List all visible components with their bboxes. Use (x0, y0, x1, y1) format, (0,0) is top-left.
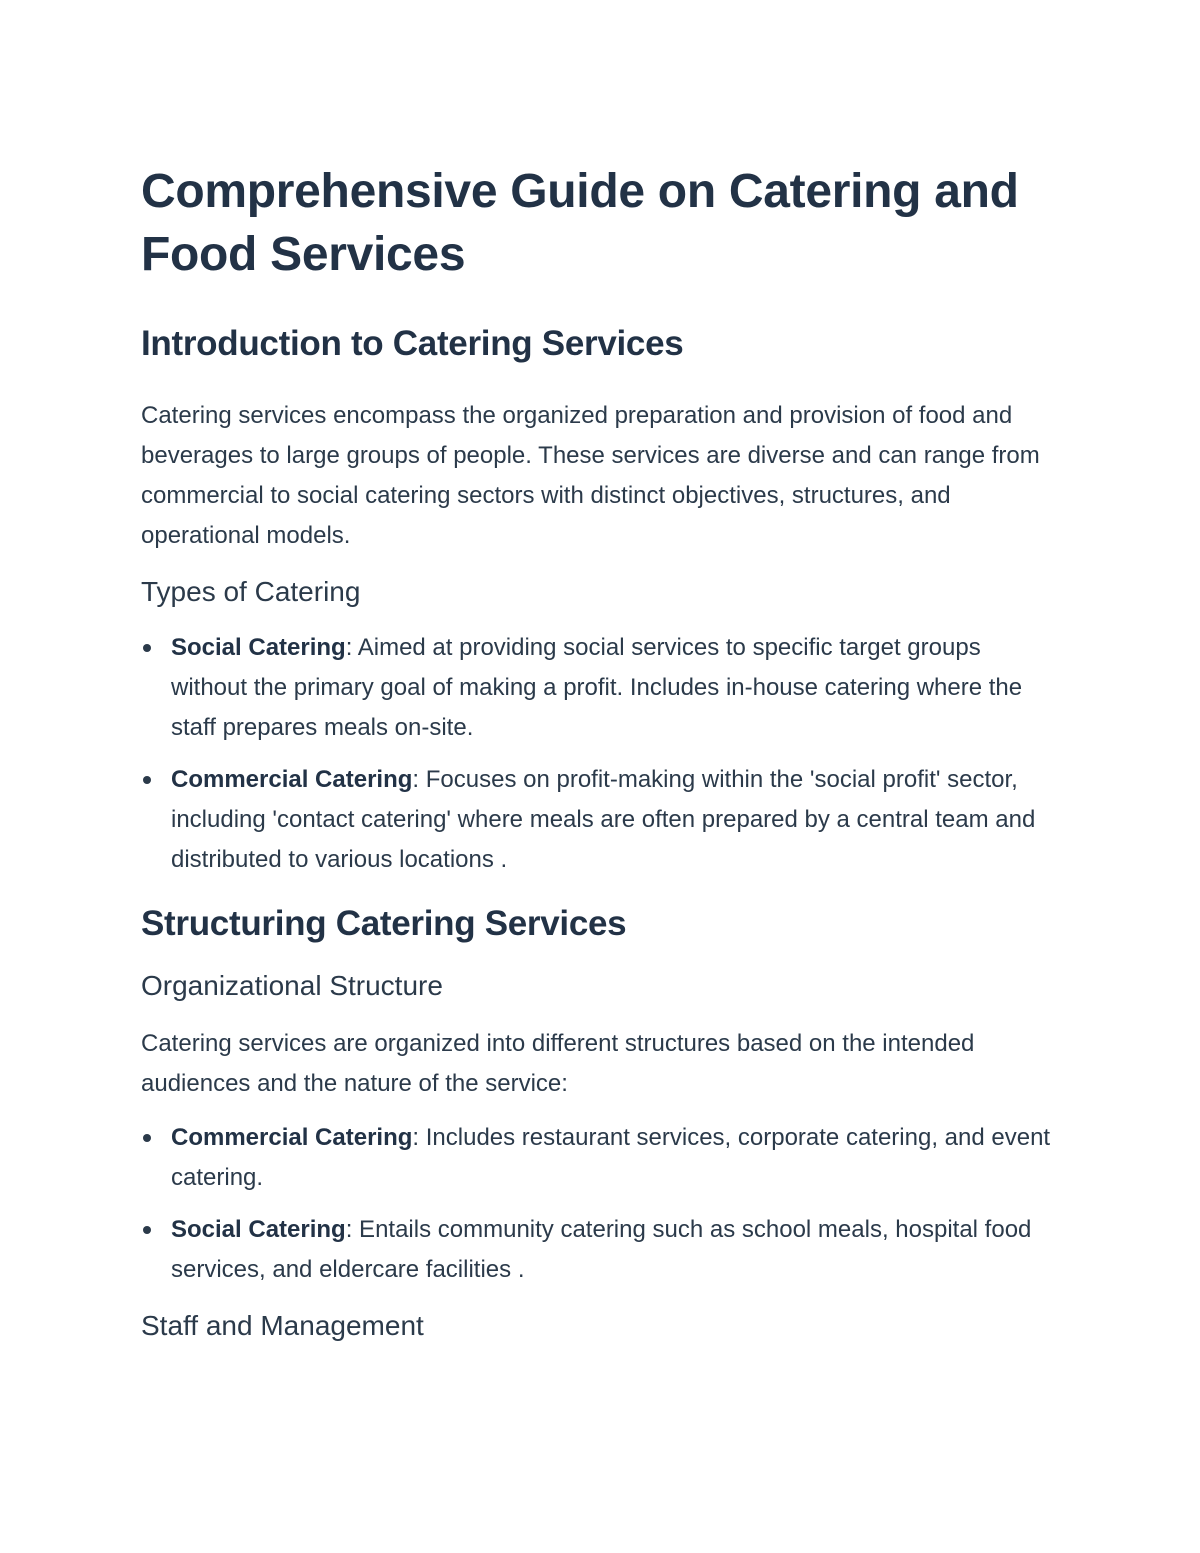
organizational-structure-paragraph: Catering services are organized into different structures based on the intended audiences and the nature of the service: (141, 1030, 975, 1097)
list-item-term: Commercial Catering (171, 1124, 413, 1151)
list-item-term: Commercial Catering (171, 766, 413, 793)
list-item (141, 628, 1061, 748)
introduction-paragraph: Catering services encompass the organized preparation and provision of food and beverages to large groups of people. These services are diverse and can range from commercial to social catering sectors with distinct objectives, structures, and operational models. (141, 402, 1040, 549)
document-page (141, 160, 1061, 1344)
list-item-text: : Focuses on profit-making within the 'social profit' sector, including 'contact catering' where meals are often prepared by a central team and distributed to various locations . (171, 766, 1036, 873)
list-item-term: Social Catering (171, 1216, 346, 1243)
organizational-structure-list (141, 1118, 1061, 1290)
subheading-organizational-structure: Organizational Structure (141, 970, 443, 1001)
document-title: Comprehensive Guide on Catering and Food Services (141, 165, 1019, 281)
subheading-staff-and-management: Staff and Management (141, 1310, 424, 1341)
bullet-icon (143, 776, 151, 784)
bullet-icon (143, 1226, 151, 1234)
list-item-text: : Entails community catering such as school meals, hospital food services, and eldercare facilities . (171, 1216, 1032, 1283)
list-item-text: : Includes restaurant services, corporate catering, and event catering. (171, 1124, 1051, 1191)
list-item (141, 760, 1061, 880)
list-item-term: Social Catering (171, 634, 346, 661)
section-heading-structuring: Structuring Catering Services (141, 904, 627, 943)
list-item (141, 1210, 1061, 1290)
bullet-icon (143, 644, 151, 652)
list-item-text: : Aimed at providing social services to specific target groups without the primary goal of making a profit. Includes in-house catering where the staff prepares meals on-site. (171, 634, 1023, 741)
bullet-icon (143, 1134, 151, 1142)
types-of-catering-list (141, 628, 1061, 880)
subheading-types-of-catering: Types of Catering (141, 576, 361, 607)
list-item (141, 1118, 1061, 1198)
section-heading-introduction: Introduction to Catering Services (141, 324, 684, 363)
